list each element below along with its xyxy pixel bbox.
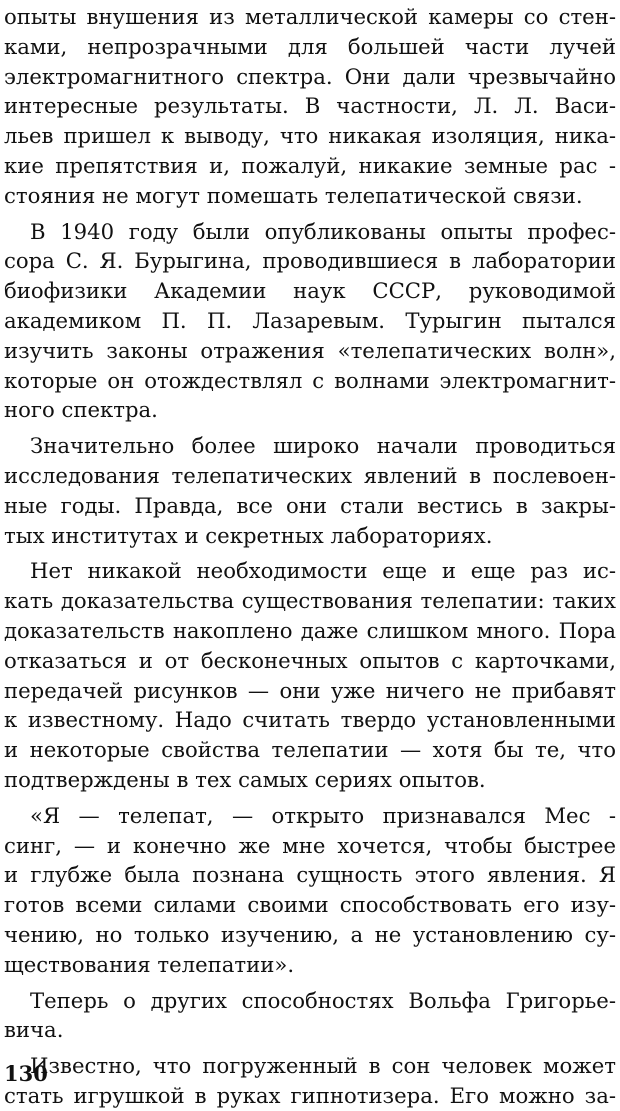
- text-line: готов всеми силами своими способствовать его изу-: [4, 892, 616, 918]
- text-line: электромагнитного спектра. Они дали чрезвычайно: [4, 63, 616, 89]
- text-line: Известно, что погруженный в сон человек может: [30, 1053, 616, 1079]
- text-line: биофизики Академии наук СССР, руководимой: [4, 278, 616, 304]
- text-body: [4, 2, 616, 1111]
- text-line: и глубже была познана сущность этого явления. Я: [4, 862, 616, 888]
- text-line: Значительно более широко начали проводиться: [30, 433, 616, 459]
- text-line: передачей рисунков — они уже ничего не прибавят: [4, 677, 616, 703]
- text-line: исследования телепатических явлений в послевоен-: [4, 462, 616, 488]
- text-line: ществования телепатии».: [4, 951, 295, 977]
- paragraph: [4, 801, 616, 980]
- paragraph: [4, 217, 616, 426]
- text-line: чению, но только изучению, а не установлению су-: [4, 921, 616, 947]
- paragraph: [4, 1051, 616, 1111]
- text-line: кие препятствия и, пожалуй, никакие земные рас -: [4, 152, 616, 178]
- text-line: которые он отождествлял с волнами электромагнит-: [4, 367, 616, 393]
- text-line: ного спектра.: [4, 397, 158, 423]
- text-line: подтверждены в тех самых сериях опытов.: [4, 766, 486, 792]
- text-line: тых институтах и секретных лабораториях.: [4, 522, 493, 548]
- paragraph: [4, 431, 616, 550]
- text-line: изучить законы отражения «телепатических волн»,: [4, 337, 616, 363]
- paragraph: [4, 986, 616, 1046]
- text-line: опыты внушения из металлической камеры со стен-: [4, 4, 616, 29]
- text-line: синг, — и конечно же мне хочется, чтобы быстрее: [4, 832, 616, 858]
- text-line: академиком П. П. Лазаревым. Турыгин пытался: [4, 307, 616, 333]
- text-line: Нет никакой необходимости еще и еще раз ис-: [30, 558, 616, 584]
- text-line: стать игрушкой в руках гипнотизера. Его можно за-: [4, 1082, 616, 1108]
- text-line: сора С. Я. Бурыгина, проводившиеся в лаборатории: [4, 248, 616, 274]
- paragraph: [4, 2, 616, 211]
- text-line: вича.: [4, 1017, 64, 1043]
- page-number: 130: [4, 1061, 48, 1086]
- text-line: ками, непрозрачными для большей части лучей: [4, 33, 616, 59]
- text-line: льев пришел к выводу, что никакая изоляция, ника-: [4, 123, 616, 149]
- text-line: стояния не могут помешать телепатической связи.: [4, 182, 583, 208]
- text-line: доказательств накоплено даже слишком много. Пора: [4, 617, 616, 643]
- text-line: к известному. Надо считать твердо установленными: [4, 707, 616, 733]
- text-line: «Я — телепат, — открыто признавался Мес -: [30, 802, 616, 828]
- text-line: интересные результаты. В частности, Л. Л. Васи-: [4, 93, 616, 119]
- text-line: В 1940 году были опубликованы опыты профес-: [30, 218, 616, 244]
- text-line: и некоторые свойства телепатии — хотя бы те, что: [4, 737, 616, 763]
- text-line: ные годы. Правда, все они стали вестись в закры-: [4, 492, 616, 518]
- paragraph: [4, 556, 616, 794]
- text-line: кать доказательства существования телепатии: таких: [4, 588, 616, 614]
- text-line: отказаться и от бесконечных опытов с карточками,: [4, 647, 616, 673]
- text-line: Теперь о других способностях Вольфа Григорье-: [30, 987, 616, 1013]
